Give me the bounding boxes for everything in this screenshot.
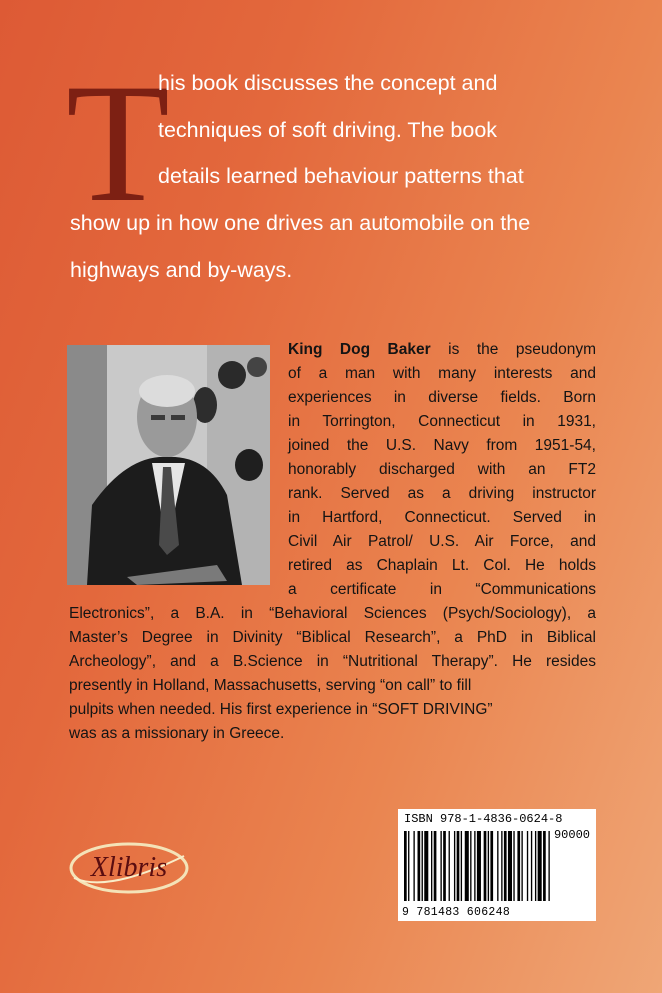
- intro-line: details learned behaviour patterns that: [158, 164, 524, 188]
- bio-line: Master’s Degree in Divinity “Biblical Research”, a PhD in Biblical: [69, 629, 596, 646]
- bio-line: King Dog Baker is the pseudonym: [288, 341, 596, 358]
- bio-line: presently in Holland, Massachusetts, serving “on call” to fill: [69, 677, 472, 694]
- barcode-bar: [490, 831, 493, 901]
- intro-line: his book discusses the concept and: [158, 71, 498, 95]
- barcode-bar: [488, 831, 489, 901]
- barcode-bar: [408, 831, 409, 901]
- barcode-bar: [513, 831, 514, 901]
- barcode-bar: [470, 831, 471, 901]
- barcode-bar: [474, 831, 475, 901]
- barcode-bar: [521, 831, 522, 901]
- barcode-bar: [497, 831, 498, 901]
- bio-line: rank. Served as a driving instructor: [288, 485, 596, 502]
- isbn-label: ISBN 978-1-4836-0624-8: [404, 812, 563, 826]
- ean-digits: 9 781483 606248: [402, 906, 511, 919]
- bio-line: in Torrington, Connecticut in 1931,: [288, 413, 596, 430]
- barcode-bar: [477, 831, 481, 901]
- barcode-bar: [548, 831, 549, 901]
- barcode-bar: [457, 831, 460, 901]
- isbn-barcode: [398, 809, 596, 921]
- bio-line: a certificate in “Communications: [288, 581, 596, 598]
- publisher-logo: [68, 838, 190, 898]
- barcode-bar: [418, 831, 421, 901]
- intro-line: techniques of soft driving. The book: [158, 118, 498, 142]
- intro-line: show up in how one drives an automobile on the: [70, 211, 531, 235]
- drop-cap: T: [66, 49, 170, 237]
- barcode-bar: [465, 831, 469, 901]
- bio-line: honorably discharged with an FT2: [288, 461, 596, 478]
- bio-line: was as a missionary in Greece.: [69, 725, 285, 742]
- barcode-bar: [535, 831, 536, 901]
- barcode-bar: [454, 831, 455, 901]
- barcode-bar: [484, 831, 487, 901]
- author-photo: [67, 345, 270, 585]
- bio-line: Electronics”, a B.A. in “Behavioral Sciences (Psych/Sociology), a: [69, 605, 596, 622]
- bio-line: retired as Chaplain Lt. Col. He holds: [288, 557, 596, 574]
- bio-line: joined the U.S. Navy from 1951-54,: [288, 437, 596, 454]
- barcode-bar: [431, 831, 432, 901]
- barcode-bar: [440, 831, 441, 901]
- barcode-bar: [517, 831, 520, 901]
- bio-line: of a man with many interests and: [288, 365, 596, 382]
- price-code: 90000: [553, 828, 590, 842]
- barcode-bar: [424, 831, 428, 901]
- barcode-bar: [504, 831, 507, 901]
- barcode-bars-icon: [404, 831, 590, 905]
- bio-line: in Hartford, Connecticut. Served in: [288, 509, 596, 526]
- barcode-bar: [527, 831, 528, 901]
- barcode-bar: [449, 831, 450, 901]
- barcode-bar: [543, 831, 546, 901]
- bio-line: Archeology”, and a B.Science in “Nutritional Therapy”. He resides: [69, 653, 596, 670]
- barcode-bar: [404, 831, 407, 901]
- bio-line: pulpits when needed. His first experience in “SOFT DRIVING”: [69, 701, 493, 718]
- barcode-bar: [508, 831, 512, 901]
- barcode-bar: [443, 831, 446, 901]
- barcode-bar: [434, 831, 437, 901]
- intro-line: highways and by-ways.: [70, 258, 293, 282]
- publisher-name: Xlibris: [90, 852, 168, 883]
- barcode-bar: [531, 831, 532, 901]
- barcode-bar: [538, 831, 542, 901]
- barcode-bar: [422, 831, 423, 901]
- barcode-bar: [413, 831, 414, 901]
- barcode-bar: [501, 831, 502, 901]
- barcode-bar: [461, 831, 462, 901]
- bio-line: experiences in diverse fields. Born: [288, 389, 596, 406]
- author-name: King Dog Baker: [288, 341, 431, 358]
- bio-line: Civil Air Patrol/ U.S. Air Force, and: [288, 533, 596, 550]
